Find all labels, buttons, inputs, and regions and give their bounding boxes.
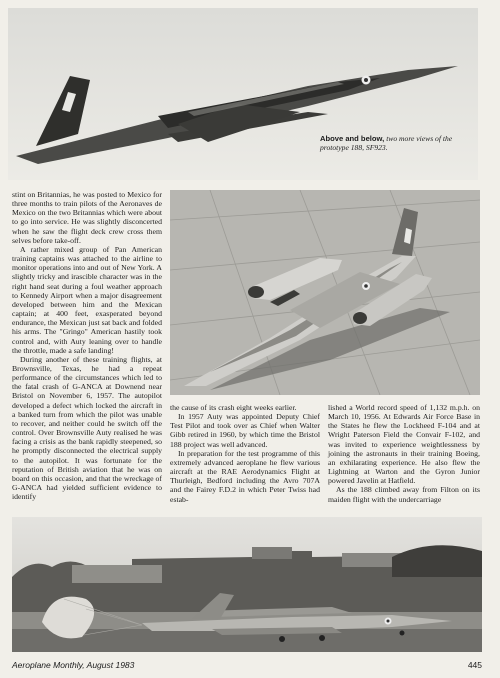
caption-bold: Above and below, <box>320 134 385 143</box>
article-paragraph: In preparation for the test programme of this extremely advanced aeroplane he flew various aircraft at the RAE Aerodynamics Flight at Thurleigh, Bedford including the Avro 707A and the Fairey F.D.2 in which Peter Twiss had estab- <box>170 448 320 504</box>
photo-caption <box>320 134 480 152</box>
article-paragraph: the cause of its crash eight weeks earlier. <box>170 403 297 412</box>
article-column-right <box>328 403 480 513</box>
article-column-left <box>12 190 162 502</box>
page-number: 445 <box>467 660 482 670</box>
article-paragraph: In 1957 Auty was appointed Deputy Chief Test Pilot and took over as Chief when Walter Gibb retired in 1960, by which time the Bristol 188 project was well advanced. <box>170 412 320 449</box>
photo-aircraft-in-flight <box>8 8 478 180</box>
caption-italic: two more views of the prototype 188, SF923. <box>320 134 453 152</box>
article-paragraph: During another of these training flights, at Brownsville, Texas, he had a repeat performance of the circumstances which led to the fatal crash of G-ANCA at Downend near Bristol on November 6, 1957. The autopilot developed a defect which locked the aircraft in a banked turn from which the pilot was unable to recover, and neither could he switch off the control. Over Brownsville Auty realised he was facing a crisis as the bank rapidly steepened, so he promptly disconnected the electrical supply to the autopilot. It was fortunate for the reputation of British aviation that he was on board on this occasion, and that the wreckage of G-ANCA had yielded sufficient evidence to identify <box>12 354 162 502</box>
article-paragraph: A rather mixed group of Pan American training captains was attached to the airline to monitor operations into and out of New York. A slightly tricky and irascible character was in the right hand seat during a foul weather approach to Kennedy Airport when a major disagreement developed between him and the Mexican captain; at 400 feet, exasperated beyond endurance, the Mexican just sat back and folded his arms. The "Gringo" American hastily took control and, with Auty leaning over to handle the throttle, made a safe landing! <box>12 244 162 355</box>
article-paragraph: lished a World record speed of 1,132 m.p.h. on March 10, 1956. At Edwards Air Force Base in the States he flew the Lockheed F-104 and at Wright Paterson Field the Convair F-102, and was invited to experience weightlessness by joining the astronauts in their training Boeing, an exhilarating experience. He also flew the Lightning at Warton and the Gyron Junior powered Javelin at Hatfield. <box>328 403 480 486</box>
publication-footer: Aeroplane Monthly, August 1983 <box>12 660 135 670</box>
article-column-middle <box>170 403 320 513</box>
article-paragraph: As the 188 climbed away from Filton on its maiden flight with the undercarriage <box>328 485 480 504</box>
photo-aircraft-on-ground <box>170 190 480 395</box>
photo-aircraft-with-drag-parachute <box>12 517 482 652</box>
article-paragraph: stint on Britannias, he was posted to Mexico for three months to train pilots of the Aeronaves de Mexico on the two Britannias which were about to go into service. He was slightly disconcerted when he saw the flight deck crew cross them selves before take-off. <box>12 190 162 245</box>
